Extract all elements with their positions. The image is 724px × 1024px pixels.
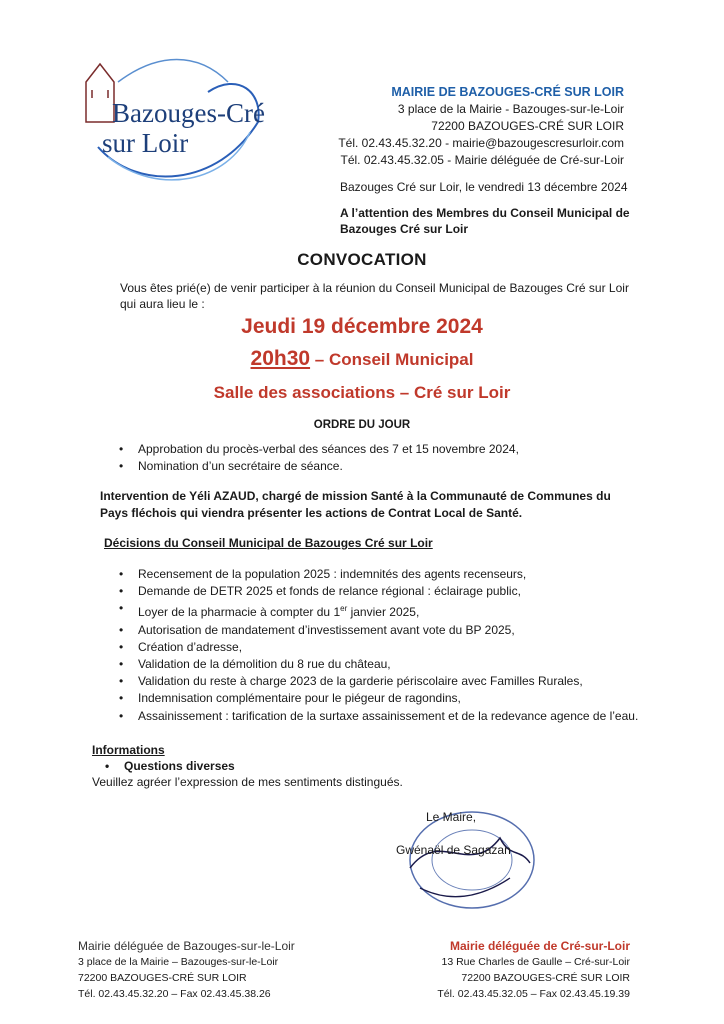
closing-sentence: Veuillez agréer l’expression de mes sentiments distingués.: [92, 775, 403, 789]
footer-right-name: Mairie déléguée de Cré-sur-Loir: [449, 939, 630, 953]
recipient-line: A l’attention des Membres du Conseil Municipal de Bazouges Cré sur Loir: [340, 206, 630, 236]
logo-text-line2: sur Loir: [102, 128, 189, 158]
superscript-text: er: [340, 604, 348, 614]
list-item: • Validation du reste à charge 2023 de la garderie périscolaire avec Familles Rurales,: [116, 673, 656, 690]
list-item: • Assainissement : tarification de la surtaxe assainissement et de la redevance agence de l’eau.: [116, 708, 656, 725]
letterhead-name: MAIRIE DE BAZOUGES-CRÉ SUR LOIR: [391, 85, 624, 99]
meeting-hour: 20h30: [250, 347, 311, 370]
list-item: • Nomination d’un secrétaire de séance.: [116, 458, 636, 475]
letterhead-contact-line1: Tél. 02.43.45.32.20 - mairie@bazougescresurloir.com: [338, 136, 624, 150]
list-item: • Recensement de la population 2025 : indemnités des agents recenseurs,: [116, 566, 656, 583]
agenda-title: ORDRE DU JOUR: [313, 419, 411, 431]
list-item: • Indemnisation complémentaire pour le piégeur de ragondins,: [116, 690, 656, 707]
list-item: • Demande de DETR 2025 et fonds de relance régional : éclairage public,: [116, 583, 656, 600]
footer-right-address: [437, 938, 630, 1002]
meeting-time-line: [0, 347, 724, 371]
meeting-place: Salle des associations – Cré sur Loir: [213, 383, 511, 402]
footer-right-address2: 72200 BAZOUGES-CRÉ SUR LOIR: [461, 972, 630, 984]
footer-left-address1: 3 place de la Mairie – Bazouges-sur-le-Loir: [78, 956, 279, 968]
agenda-list: [116, 441, 636, 475]
signatory-title: Le Maire,: [426, 810, 477, 824]
decisions-title: Décisions du Conseil Municipal de Bazouges Cré sur Loir: [104, 536, 433, 550]
list-item: • Autorisation de mandatement d’investissement avant vote du BP 2025,: [116, 622, 656, 639]
logo-text-line1: Bazouges-Cré: [112, 98, 265, 128]
list-item: • Questions diverses: [102, 758, 235, 774]
document-title: CONVOCATION: [297, 250, 427, 269]
official-stamp-icon: [400, 808, 540, 918]
meeting-date: Jeudi 19 décembre 2024: [241, 315, 483, 338]
intervention-paragraph: Intervention de Yéli AZAUD, chargé de mission Santé à la Communauté de Communes du Pays fléchois qui viendra présenter les actions de Contrat Local de Santé.: [100, 489, 611, 520]
informations-list: [102, 758, 235, 774]
signatory-name: Gwénaël de Sagazan: [396, 843, 511, 857]
footer-right-address1: 13 Rue Charles de Gaulle – Cré-sur-Loir: [441, 956, 630, 968]
letterhead-address-line2: 72200 BAZOUGES-CRÉ SUR LOIR: [431, 119, 624, 133]
letterhead-address: [338, 84, 624, 169]
list-item: • Validation de la démolition du 8 rue du château,: [116, 656, 656, 673]
list-item: • Création d’adresse,: [116, 639, 656, 656]
footer-right-contact: Tél. 02.43.45.32.05 – Fax 02.43.45.19.39: [437, 988, 630, 1000]
decisions-list: [116, 566, 656, 725]
municipal-logo: [78, 52, 278, 192]
meeting-label: – Conseil Municipal: [310, 350, 474, 369]
footer-left-address2: 72200 BAZOUGES-CRÉ SUR LOIR: [78, 972, 247, 984]
letter-date: Bazouges Cré sur Loir, le vendredi 13 décembre 2024: [340, 180, 628, 194]
footer-left-contact: Tél. 02.43.45.32.20 – Fax 02.43.45.38.26: [78, 988, 271, 1000]
letterhead-contact-line2: Tél. 02.43.45.32.05 - Mairie déléguée de Cré-sur-Loir: [340, 153, 624, 167]
intro-paragraph: Vous êtes prié(e) de venir participer à la réunion du Conseil Municipal de Bazouges Cré sur Loir qui aura lieu le :: [120, 281, 629, 311]
informations-title: Informations: [92, 743, 165, 757]
list-item: • Loyer de la pharmacie à compter du 1er janvier 2025,: [116, 600, 656, 621]
footer-left-name: Mairie déléguée de Bazouges-sur-le-Loir: [78, 939, 295, 953]
list-item: • Approbation du procès-verbal des séances des 7 et 15 novembre 2024,: [116, 441, 636, 458]
footer-left-address: [78, 938, 295, 1002]
letterhead-address-line1: 3 place de la Mairie - Bazouges-sur-le-Loir: [397, 102, 624, 116]
